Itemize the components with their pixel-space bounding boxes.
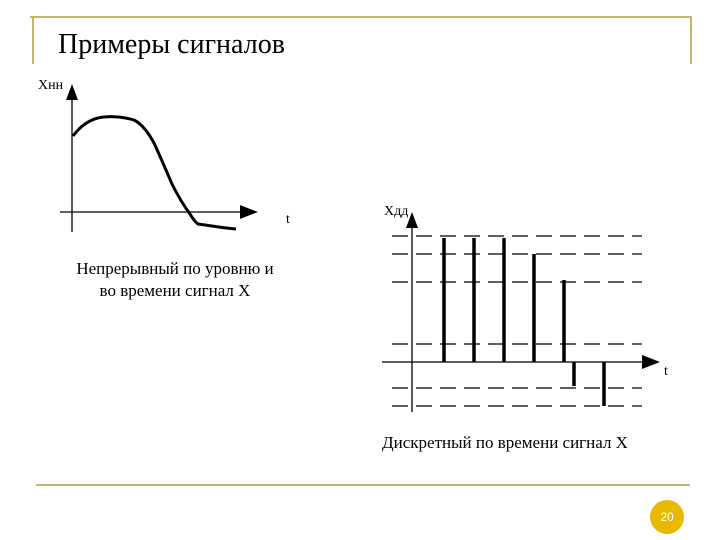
- slide-title: Примеры сигналов: [58, 29, 285, 60]
- continuous-y-axis-label: Xнн: [38, 78, 64, 93]
- continuous-caption: [40, 258, 310, 302]
- continuous-x-arrow: [240, 205, 258, 219]
- discrete-x-arrow: [642, 355, 660, 369]
- continuous-caption-line1: Непрерывный по уровню и: [76, 259, 274, 278]
- page-number-badge: 20: [650, 500, 684, 534]
- discrete-x-axis-label: t: [664, 364, 668, 379]
- discrete-signal-plot: [382, 212, 660, 412]
- sample-bars: [444, 238, 604, 406]
- continuous-caption-line2: во времени сигнал X: [99, 281, 251, 300]
- discrete-y-axis-label: Xдд: [384, 204, 409, 219]
- discrete-caption: Дискретный по времени сигнал X: [382, 433, 628, 452]
- continuous-x-axis-label: t: [286, 212, 290, 227]
- continuous-signal-plot: [60, 84, 258, 232]
- continuous-y-arrow: [66, 84, 78, 100]
